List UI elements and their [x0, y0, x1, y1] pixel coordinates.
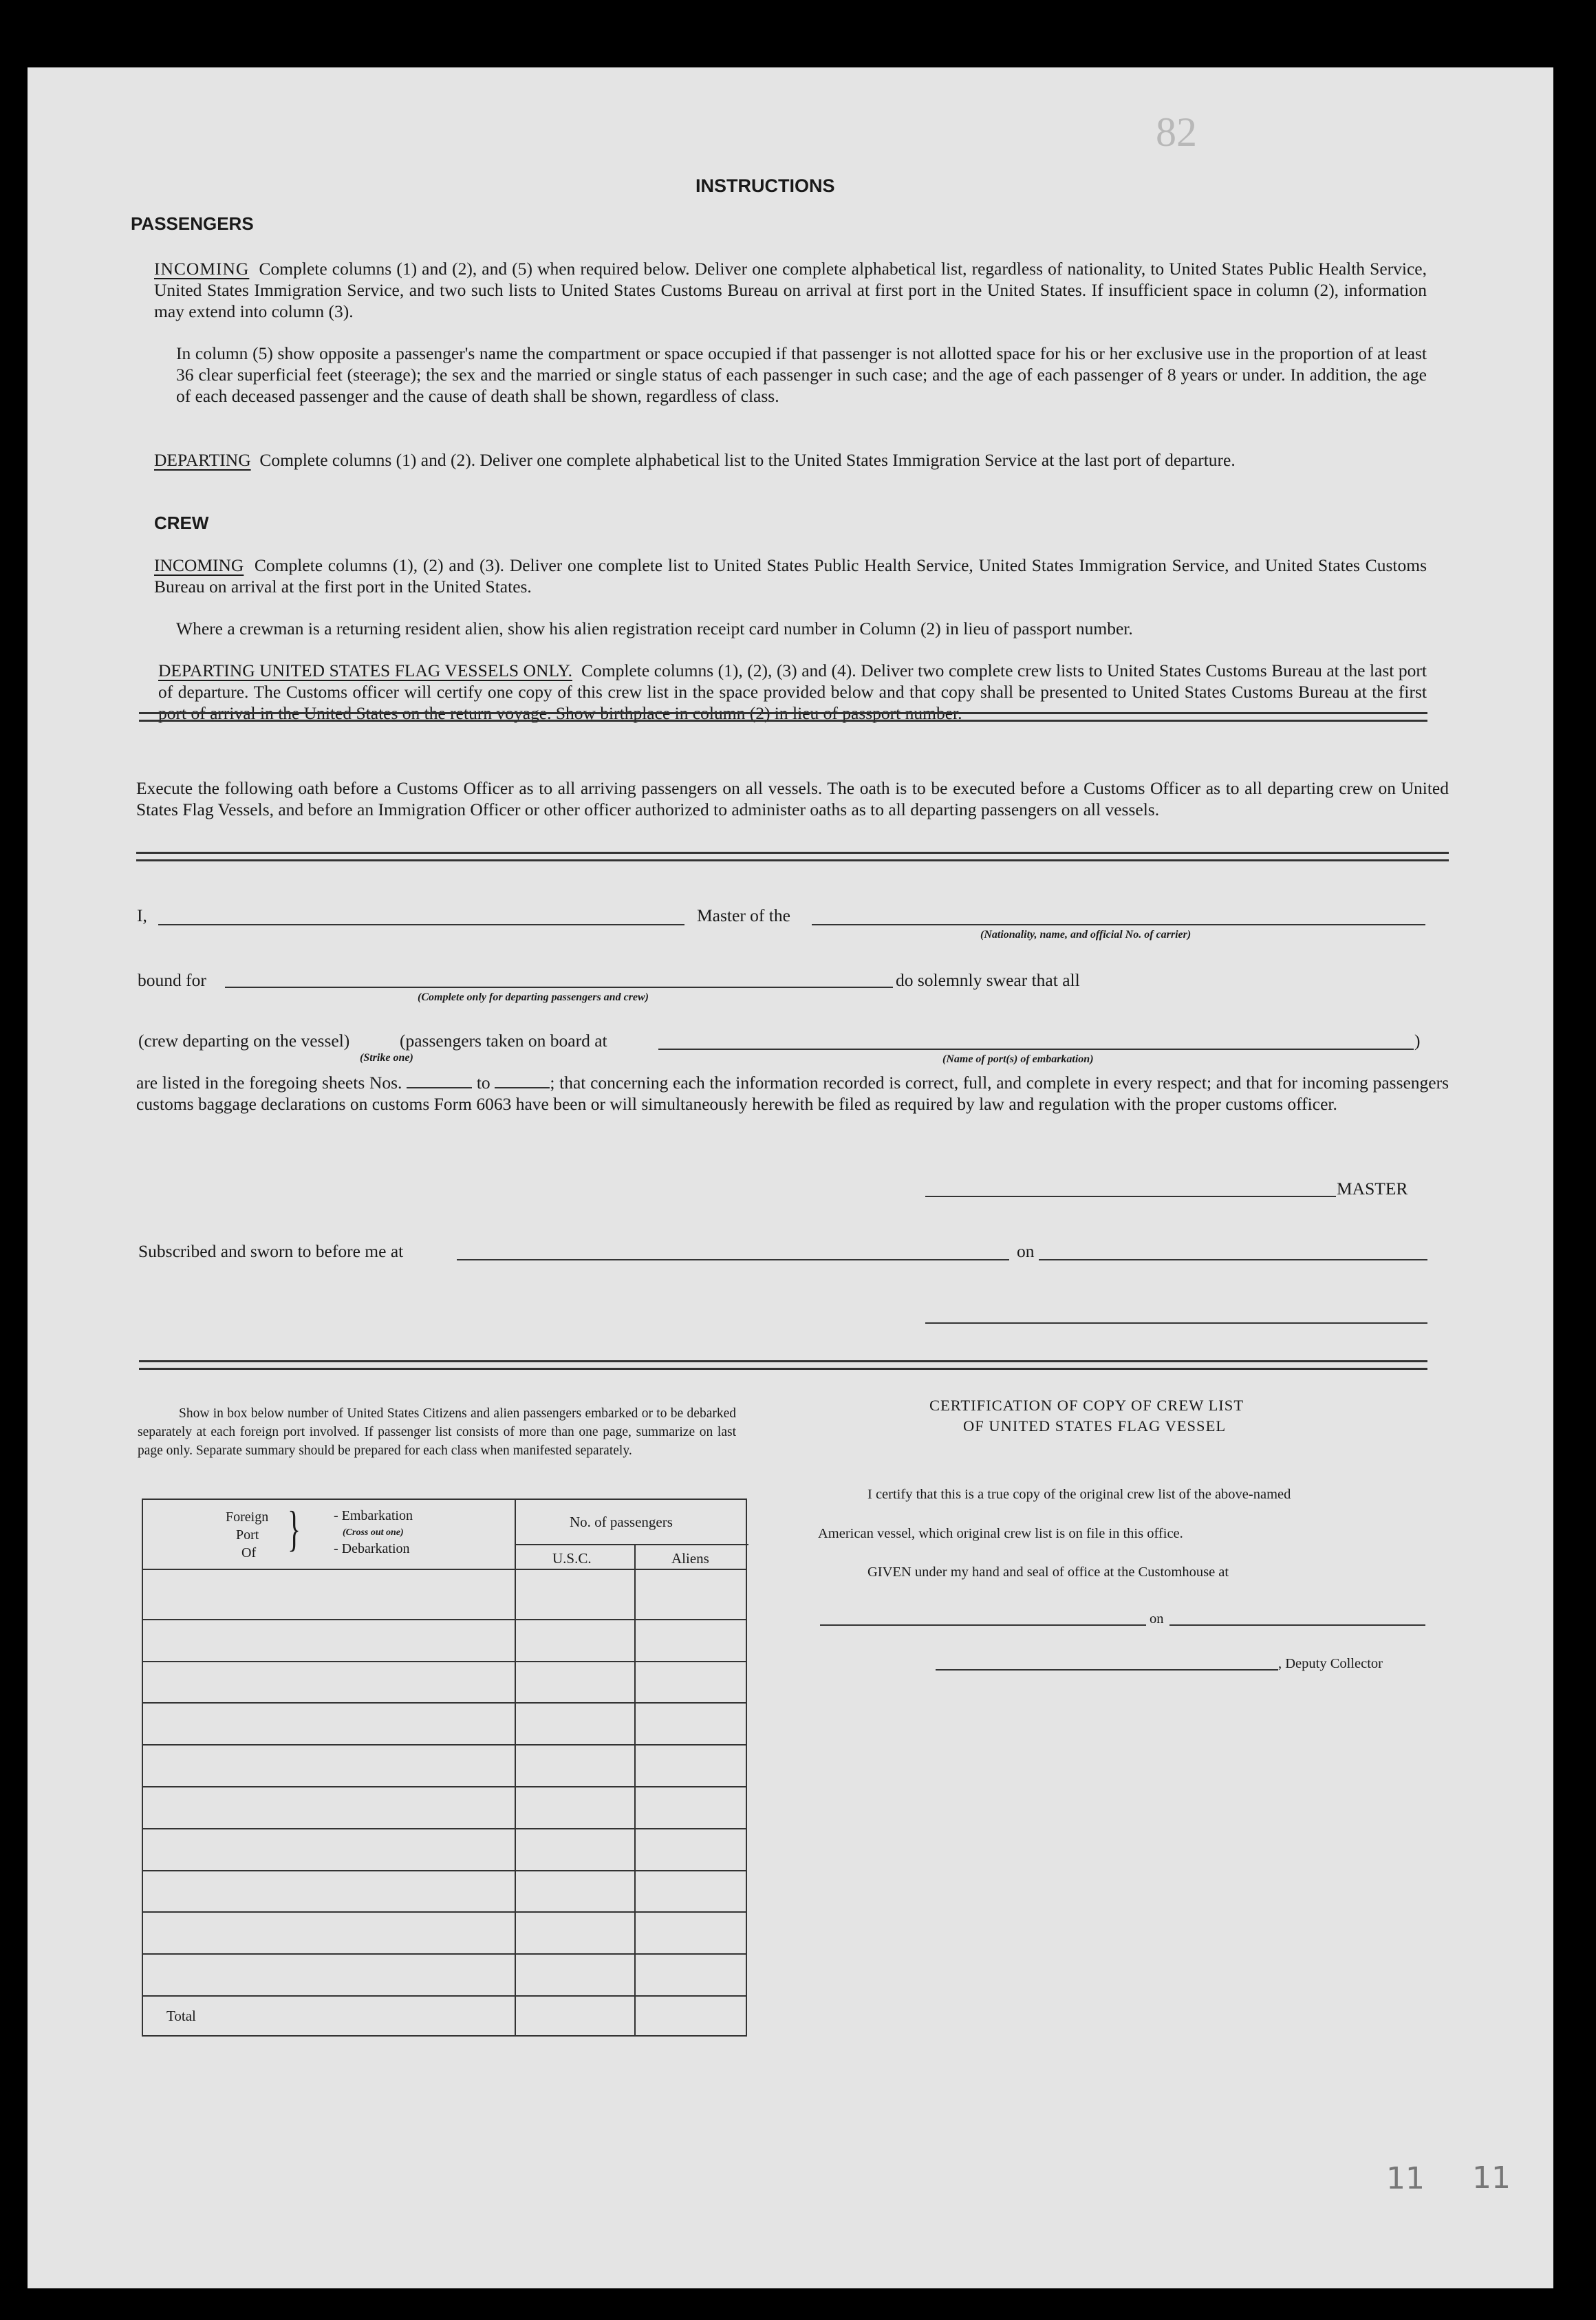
passengers-departing-label: DEPARTING — [154, 450, 251, 470]
col-debarkation: - Debarkation — [334, 1541, 410, 1556]
crew-departing-text: Complete columns (1), (2), (3) and (4). Deliver two complete crew lists to United States Customs Bureau at the last port of departure. The Customs officer will certify one copy of this crew list in the space provided below and that copy shall be presented to United States Customs Bureau at the first port of arrival in the United States on the return voyage. Show birthplace in column (2) in lieu of passport number. — [158, 660, 1427, 723]
certify-text-2: American vessel, which original crew list is on file in this office. — [818, 1526, 1183, 1541]
sworn-date-field[interactable] — [1039, 1259, 1427, 1260]
passengers-departing-paragraph — [154, 449, 1427, 471]
col-of: Of — [241, 1545, 257, 1560]
brace-symbol: } — [288, 1501, 301, 1556]
bound-for-field[interactable] — [225, 987, 903, 988]
carrier-field[interactable] — [812, 924, 1425, 925]
cert-date-field[interactable] — [1169, 1624, 1425, 1626]
sheets-to-field[interactable] — [495, 1087, 550, 1088]
oath-i-label: I, — [137, 905, 147, 925]
sworn-place-field[interactable] — [457, 1259, 1009, 1260]
table-row[interactable] — [143, 1995, 746, 1997]
master-label: MASTER — [1337, 1179, 1408, 1199]
certify-text-1: I certify that this is a true copy of the original crew list of the above-named — [867, 1487, 1291, 1502]
passengers-incoming-text: Complete columns (1) and (2), and (5) when required below. Deliver one complete alphabetical list, regardless of nationality, to United States Public Health Service, United States Immigration Service, and two such lists to United States Customs Bureau on arrival at first port in the United States. If insufficient space in column (2), information may extend into column (3). — [154, 259, 1427, 321]
passengers-incoming-label: INCOMING — [154, 259, 250, 279]
oath-intro-paragraph: Execute the following oath before a Customs Officer as to all arriving passengers on all vessels. The oath is to be executed before a Customs Officer as to all departing crew on United States Flag Vessels, and before an Immigration Officer or other officer authorized to administer oaths as to all departing passengers on all vessels. — [136, 778, 1449, 819]
sheets-from-field[interactable] — [407, 1087, 472, 1088]
table-row[interactable] — [143, 1870, 746, 1871]
section-divider — [136, 852, 1449, 861]
bleed-through-mark: 82 — [1156, 109, 1197, 155]
statement-text: ; that concerning each the information recorded is correct, full, and complete in every respect; and that for incoming passengers customs baggage declarations on customs Form 6063 have been or will simultaneously herewith be filed as required by law and regulation with the proper customs officer. — [136, 1073, 1449, 1114]
table-divider — [634, 1544, 636, 2035]
ports-caption: (Name of port(s) of embarkation) — [942, 1053, 1094, 1065]
deputy-collector-label: , Deputy Collector — [1278, 1656, 1383, 1671]
deputy-signature-field[interactable] — [936, 1669, 1278, 1671]
embarkation-ports-field[interactable] — [658, 1049, 1414, 1050]
sworn-on-label: on — [1017, 1241, 1035, 1261]
section-divider — [139, 1360, 1427, 1370]
subscribed-label: Subscribed and sworn to before me at — [138, 1241, 404, 1261]
col-usc: U.S.C. — [552, 1550, 592, 1567]
given-text: GIVEN under my hand and seal of office at the Customhouse at — [867, 1565, 1229, 1580]
master-name-field[interactable] — [158, 924, 684, 925]
table-row[interactable] — [143, 1786, 746, 1787]
sheets-label: are listed in the foregoing sheets Nos. — [136, 1073, 402, 1093]
table-row[interactable] — [143, 1744, 746, 1746]
table-row[interactable] — [143, 1953, 746, 1955]
col-port: Port — [236, 1527, 259, 1543]
close-paren: ) — [1414, 1031, 1421, 1051]
carrier-caption: (Nationality, name, and official No. of carrier) — [980, 929, 1191, 941]
table-row — [143, 1569, 746, 1570]
page-title: INSTRUCTIONS — [695, 175, 835, 196]
certification-title-1: CERTIFICATION OF COPY OF CREW LIST — [929, 1397, 1244, 1414]
bound-for-label: bound for — [138, 970, 206, 990]
section-divider — [139, 712, 1427, 722]
table-divider — [515, 1500, 516, 2035]
crew-heading: CREW — [154, 513, 209, 533]
to-label: to — [476, 1073, 490, 1093]
passengers-heading: PASSENGERS — [131, 213, 254, 234]
table-row[interactable] — [143, 1661, 746, 1662]
master-of-label: Master of the — [697, 905, 790, 925]
col-aliens: Aliens — [671, 1550, 709, 1567]
column5-paragraph: In column (5) show opposite a passenger's name the compartment or space occupied if that passenger is not allotted space for his or her exclusive use in the proportion of at least 36 clear superficial feet (steerage); the sex and the married or single status of each passenger in such case; and the age of each passenger of 8 years or under. In addition, the age of each deceased passenger and the cause of death shall be shown, regardless of class. — [176, 343, 1427, 406]
col-embarkation: - Embarkation — [334, 1508, 413, 1523]
officer-signature-field[interactable] — [925, 1322, 1427, 1324]
crew-incoming-label: INCOMING — [154, 555, 244, 575]
crew-incoming-text: Complete columns (1), (2) and (3). Deliver one complete list to United States Public Health Service, United States Immigration Service, and United States Customs Bureau on arrival at the first port in the United States. — [154, 555, 1427, 597]
customhouse-field[interactable] — [820, 1624, 1146, 1626]
table-row[interactable] — [143, 1828, 746, 1829]
crew-departing-option: (crew departing on the vessel) — [138, 1031, 350, 1051]
sheets-statement-paragraph — [136, 1072, 1449, 1115]
col-cross-out: (Cross out one) — [343, 1527, 404, 1538]
passengers-taken-option: (passengers taken on board at — [400, 1031, 607, 1051]
swear-label: do solemnly swear that all — [893, 970, 1080, 991]
page-number-mark: 11 — [1386, 2161, 1425, 2196]
passengers-incoming-paragraph — [154, 258, 1427, 322]
cert-on-label: on — [1150, 1611, 1164, 1626]
document-page — [28, 67, 1553, 2288]
table-row[interactable] — [143, 1619, 746, 1620]
summary-instructions: Show in box below number of United States Citizens and alien passengers embarked or to be debarked separately at each foreign port involved. If passenger list consists of more than one page, summarize on last page only. Separate summary should be prepared for each class when manifested separately. — [138, 1406, 736, 1458]
bound-for-caption: (Complete only for departing passengers and crew) — [418, 991, 649, 1003]
crew-incoming-paragraph — [154, 555, 1427, 597]
page-number-mark: 11 — [1472, 2160, 1511, 2195]
crew-departing-label: DEPARTING UNITED STATES FLAG VESSELS ONLY. — [158, 660, 572, 680]
resident-alien-paragraph: Where a crewman is a returning resident alien, show his alien registration receipt card number in Column (2) in lieu of passport number. — [176, 619, 1133, 638]
col-no-passengers: No. of passengers — [570, 1514, 673, 1530]
table-row[interactable] — [143, 1911, 746, 1913]
master-signature-field[interactable] — [925, 1196, 1336, 1197]
col-foreign: Foreign — [226, 1510, 269, 1525]
table-row[interactable] — [143, 1702, 746, 1704]
passenger-summary-table — [142, 1499, 747, 2037]
certification-title-2: OF UNITED STATES FLAG VESSEL — [963, 1417, 1227, 1435]
table-divider — [515, 1544, 748, 1545]
total-label: Total — [166, 2008, 196, 2024]
passengers-departing-text: Complete columns (1) and (2). Deliver one complete alphabetical list to the United States Immigration Service at the last port of departure. — [259, 450, 1236, 470]
strike-one-caption: (Strike one) — [360, 1052, 413, 1064]
